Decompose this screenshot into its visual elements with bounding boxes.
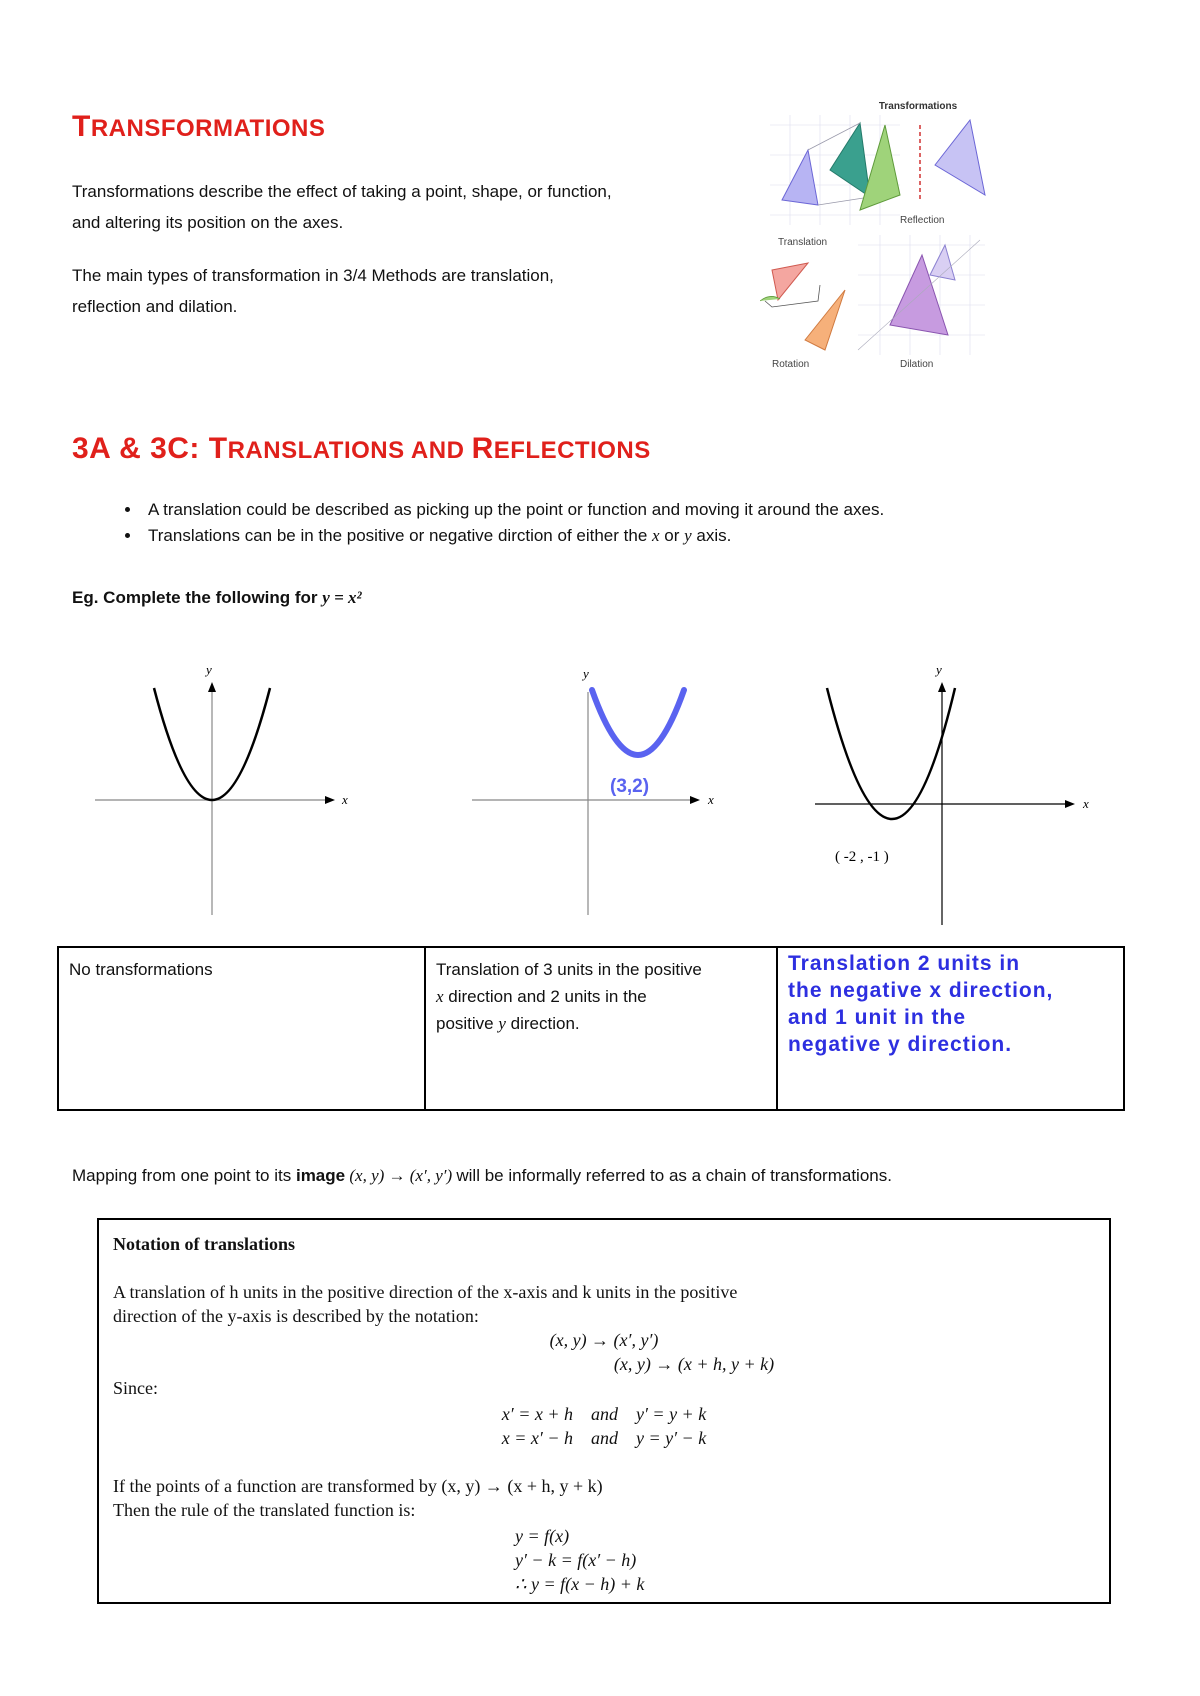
x-axis-arrow [690,796,700,804]
x-axis-label: x [342,792,348,807]
notation-line: direction of the y-axis is described by the notation: [113,1306,479,1326]
translation-label: Translation [778,237,828,248]
intro-paragraph-2 [72,260,752,322]
y-axis-label: y [583,666,589,681]
notation-equation: y′ − k = f(x′ − h) [515,1550,637,1570]
notation-line: Since: [113,1378,158,1398]
notation-equation: y = f(x) [515,1526,570,1546]
table-row [58,947,1124,1110]
mapping-sentence: Mapping from one point to its image (x, y) → (x′, y′) will be informally referred to as a chain of transformations. [72,1166,892,1185]
table-cell-handwritten-answer: Translation 2 units in the negative x direction, and 1 unit in the negative y direction. [777,947,1124,1110]
notation-line: If the points of a function are transformed by (x, y) → (x + h, y + k) [113,1476,603,1496]
y-axis-label: y [206,662,212,677]
rotation-angle [760,296,780,301]
x-axis-label: x [1083,796,1089,811]
y-axis-label: y [936,662,942,677]
notation-line: Then the rule of the translated function is: [113,1500,416,1520]
notation-equation: x = x′ − h and y = y′ − k [501,1428,707,1448]
x-axis-arrow [325,796,335,804]
notation-equation: x′ = x + h and y′ = y + k [501,1404,707,1424]
notation-equation: (x, y) → (x + h, y + k) [613,1354,775,1374]
graph-translated-left-down [815,660,1105,930]
x-axis-label: x [708,792,714,807]
notation-equation: ∴ y = f(x − h) + k [515,1574,645,1594]
rotation-triangle-image [805,290,845,350]
graph-translated-right-up [470,660,750,920]
bullet-item: • A translation could be described as picking up the point or function and moving it around the axes. [142,500,1200,520]
rotation-triangle-original [772,263,808,300]
translated-parabola-curve [592,690,684,755]
reflection-label: Reflection [900,215,945,226]
intro-line: The main types of transformation in 3/4 Methods are translation, [72,266,554,285]
dilation-label: Dilation [900,359,934,370]
notation-line: A translation of h units in the positive direction of the x-axis and k units in the positive [113,1282,738,1302]
figure-heading: Transformations [878,101,958,112]
notation-box [97,1218,1111,1604]
transformations-figure [760,95,1090,415]
graph-original [80,660,360,920]
page-title: TRANSFORMATIONS [72,110,326,143]
vertex-label-c: ( -2 , -1 ) [835,849,889,865]
section-title: 3A & 3C: TRANSLATIONS AND REFLECTIONS [72,432,651,465]
x-axis-arrow [1065,800,1075,808]
bullet-item: • Translations can be in the positive or negative dirction of either the x or y axis. [142,526,1200,546]
reflection-triangle-image [935,120,985,195]
y-axis-arrow [208,682,216,692]
table-cell-no-transformations: No transformations [58,947,425,1110]
notation-title: Notation of translations [113,1234,296,1254]
example-prompt: Eg. Complete the following for y = x² [72,588,362,607]
intro-line: and altering its position on the axes. [72,213,344,232]
parabola-curve [827,688,955,819]
intro-line: reflection and dilation. [72,297,238,316]
dilation-ray [858,240,980,350]
table-cell-translation-description: Translation of 3 units in the positive x direction and 2 units in the positive y direction. [425,947,777,1110]
y-axis-arrow [938,682,946,692]
transformations-table [57,946,1125,1111]
rotation-label: Rotation [772,359,810,370]
vertex-label-b: (3,2) [610,776,650,797]
intro-paragraph-1 [72,176,752,238]
translation-triangle-original [782,150,818,205]
rotation-arm [765,285,820,307]
bullet-list [72,500,1200,552]
intro-line: Transformations describe the effect of taking a point, shape, or function, [72,182,612,201]
dilation-triangle-original [930,245,955,280]
notation-equation: (x, y) → (x′, y′) [549,1330,659,1350]
